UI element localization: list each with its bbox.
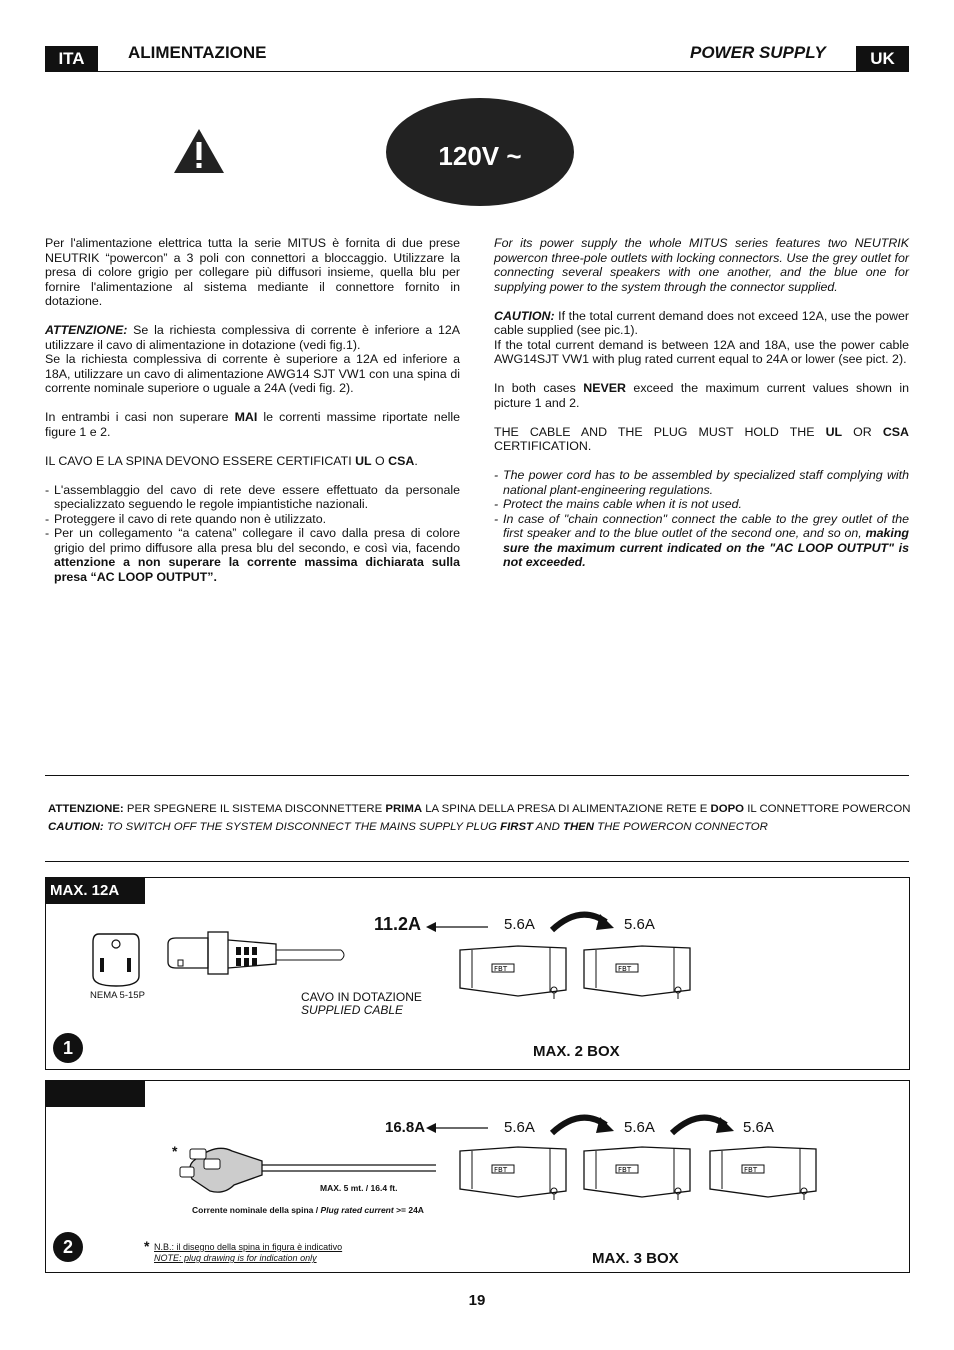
language-tag-uk: UK [856, 46, 909, 72]
notice-ita-a: PER SPEGNERE IL SISTEMA DISCONNETTERE [123, 803, 386, 815]
ita-paragraph-2b: Se la richiesta complessiva di corrente è superiore a 12A ed inferiore a 18A, utilizzare un cavo di alimentazione AWG14 SJT VW1 con una spina di corrente nominale superiore o uguale a 24A (vedi fig. 2). [45, 352, 460, 395]
cable-caption-uk: SUPPLIED CABLE [301, 1003, 404, 1017]
notice-ita-label: ATTENZIONE: [48, 803, 124, 815]
section-title-ita: ALIMENTAZIONE [128, 43, 267, 62]
notice-uk-d: THEN [562, 821, 594, 833]
uk-p2a: If the total current demand does not exceed 12A, use the power cable supplied (see pic.1). [494, 308, 909, 337]
uk-li3b: making sure the maximum current indicated on the "AC LOOP OUTPUT" is not exceeded. [503, 526, 909, 569]
current-2c: 5.6A [743, 1119, 774, 1136]
ita-text-column [45, 236, 460, 584]
figure-1-label: MAX. 12A [46, 878, 145, 904]
notice-ita [48, 803, 911, 815]
ita-p4b: UL [355, 453, 372, 468]
note-uk: NOTE: plug drawing is for indication only [154, 1253, 317, 1263]
ita-list-item-1: - L'assemblaggio del cavo di rete deve essere effettuato da personale specializzato seguendo le regole impiantistiche nazionali. [45, 483, 460, 512]
speaker-box-icon [582, 944, 692, 1005]
notice-ita-d: DOPO [710, 803, 745, 815]
uk-li3a: In case of "chain connection" connect the cable to the grey outlet of the first speaker and to the blue outlet of the second one, and so on, [503, 511, 909, 540]
uk-paragraph-2 [494, 309, 909, 338]
uk-list-item-3 [494, 512, 909, 570]
uk-p3c: exceed the maximum current values shown in picture 1 and 2. [494, 381, 909, 410]
figure-1-number: 1 [53, 1033, 83, 1063]
rated-current-ita: Corrente nominale della spina / [192, 1205, 321, 1215]
rated-plug-icon [176, 1139, 438, 1204]
voltage-text: 120V ~ [438, 140, 522, 171]
note-ita: N.B.: il disegno della spina in figura è indicativo [154, 1242, 343, 1252]
ita-attention-label: ATTENZIONE: [45, 323, 128, 337]
uk-paragraph-1: For its power supply the whole MITUS series features two NEUTRIK powercon three-pole outlets with locking connectors. Use the grey outlet for connecting several speakers with one another, and the blue one for supplying power to the system through the connector supplied. [494, 236, 909, 294]
uk-list [494, 468, 909, 570]
cable-length-label: MAX. 5 mt. / 16.4 ft. [320, 1183, 398, 1193]
notice-uk [48, 821, 768, 833]
current-2b: 5.6A [624, 1119, 655, 1136]
ita-p4c: O [371, 453, 389, 468]
current-1a: 5.6A [504, 916, 535, 933]
loop-arrow-icon [670, 1111, 734, 1142]
warning-triangle-icon [173, 128, 225, 174]
uk-p3b: NEVER [583, 381, 626, 395]
uk-p3a: In both cases [494, 381, 584, 395]
uk-p4e: CERTIFICATION. [494, 439, 592, 453]
current-1b: 5.6A [624, 916, 655, 933]
notice-uk-a: TO SWITCH OFF THE SYSTEM DISCONNECT THE MAINS SUPPLY PLUG [103, 821, 501, 833]
loop-arrow-icon [550, 1111, 614, 1142]
figure-2-box [45, 1080, 910, 1273]
header-rule [45, 71, 909, 72]
speaker-box-icon [708, 1145, 818, 1206]
speaker-box-icon [582, 1145, 692, 1206]
figure-2-number: 2 [53, 1232, 83, 1262]
language-tag-ita: ITA [45, 46, 98, 72]
svg-text:FBT: FBT [618, 965, 632, 973]
ita-p4e: . [414, 453, 418, 468]
ita-list [45, 483, 460, 585]
figure-2-max-box: MAX. 3 BOX [592, 1250, 679, 1267]
arrow-left-icon [426, 920, 488, 938]
rated-current-caption [192, 1205, 424, 1215]
nema-plug-face-icon [91, 930, 141, 993]
uk-list-item-1: - The power cord has to be assembled by specialized staff complying with national plant-engineering regulations. [494, 468, 909, 497]
ita-p3c: le correnti massime riportate nelle figure 1 e 2. [45, 410, 461, 439]
figure-2-label [46, 1081, 145, 1107]
notice-uk-c: AND [533, 821, 563, 833]
voltage-badge [386, 98, 574, 206]
notice-uk-b: FIRST [500, 821, 534, 833]
notice-bottom-rule [45, 861, 909, 862]
svg-text:FBT: FBT [744, 1166, 758, 1174]
cable-caption-ita: CAVO IN DOTAZIONE [301, 990, 422, 1004]
total-current-2: 16.8A [385, 1119, 426, 1136]
ita-li3b: attenzione a non superare la corrente massima dichiarata sulla presa “AC LOOP OUTPUT”. [54, 555, 460, 584]
speaker-box-icon [458, 1145, 568, 1206]
notice-ita-b: PRIMA [385, 803, 423, 815]
uk-p4b: UL [825, 424, 843, 439]
rated-current-uk: Plug rated current [320, 1205, 394, 1215]
ita-p2a: Se la richiesta complessiva di corrente è inferiore a 12A utilizzare il cavo di alimentazione in dotazione (vedi fig.1). [45, 323, 460, 352]
svg-text:FBT: FBT [494, 1166, 508, 1174]
uk-caution-label: CAUTION: [494, 308, 555, 323]
ita-p3a: In entrambi i casi non superare [45, 410, 235, 424]
ita-list-item-3 [45, 526, 460, 584]
ita-paragraph-3 [45, 410, 460, 439]
ita-list-item-2: - Proteggere il cavo di rete quando non è utilizzato. [45, 512, 460, 527]
uk-paragraph-2b: If the total current demand is between 12A and 18A, use the power cable AWG14SJT VW1 with plug rated current equal to 24A or lower (see pict. 2). [494, 337, 909, 366]
svg-text:FBT: FBT [618, 1166, 632, 1174]
ita-paragraph-1: Per l'alimentazione elettrica tutta la serie MITUS è fornita di due prese NEUTRIK “powercon” a 3 poli con connettori a bloccaggio. Utilizzare la presa di colore grigio per collegare più diffusori insieme, quella blu per fornire l'alimentazione al sistema mediante il connettore fornito in dotazione. [45, 236, 460, 308]
svg-text:FBT: FBT [494, 965, 508, 973]
notice-uk-label: CAUTION: [48, 821, 104, 833]
uk-list-item-2: - Protect the mains cable when it is not used. [494, 497, 909, 512]
speaker-box-icon [458, 944, 568, 1005]
rated-current-value: >= 24A [393, 1205, 424, 1215]
ita-paragraph-2 [45, 323, 460, 352]
loop-arrow-icon [550, 908, 614, 939]
note-asterisk: * [144, 1238, 150, 1254]
supplied-cable-plug-icon [166, 928, 356, 983]
notice-ita-c: LA SPINA DELLA PRESA DI ALIMENTAZIONE RETE E [422, 803, 711, 815]
notice-uk-e: THE POWERCON CONNECTOR [594, 821, 768, 833]
ita-p4a: IL CAVO E LA SPINA DEVONO ESSERE CERTIFICATI [45, 453, 356, 468]
figure-1-box [45, 877, 910, 1070]
uk-p4c: OR [842, 424, 883, 439]
figure-1-max-box: MAX. 2 BOX [533, 1043, 620, 1060]
nema-label: NEMA 5-15P [90, 990, 145, 1001]
current-2a: 5.6A [504, 1119, 535, 1136]
page-number: 19 [468, 1292, 486, 1309]
ita-p4d: CSA [388, 453, 415, 468]
ita-paragraph-4 [45, 454, 460, 469]
arrow-left-icon [426, 1121, 488, 1139]
total-current-1: 11.2A [374, 914, 422, 934]
plug-asterisk: * [172, 1143, 178, 1159]
notice-top-rule [45, 775, 909, 776]
uk-p4a: THE CABLE AND THE PLUG MUST HOLD THE [494, 424, 826, 439]
uk-p4d: CSA [882, 424, 909, 439]
uk-paragraph-4 [494, 425, 909, 454]
notice-ita-e: IL CONNETTORE POWERCON [744, 803, 911, 815]
uk-paragraph-3 [494, 381, 909, 410]
uk-text-column [494, 236, 909, 570]
ita-p3b: MAI [234, 410, 258, 424]
section-title-uk: POWER SUPPLY [690, 43, 826, 62]
ita-li3a: Per un collegamento “a catena” collegare il cavo dalla presa di colore grigio del primo diffusore alla presa blu del secondo, e così via, facendo [54, 526, 460, 555]
